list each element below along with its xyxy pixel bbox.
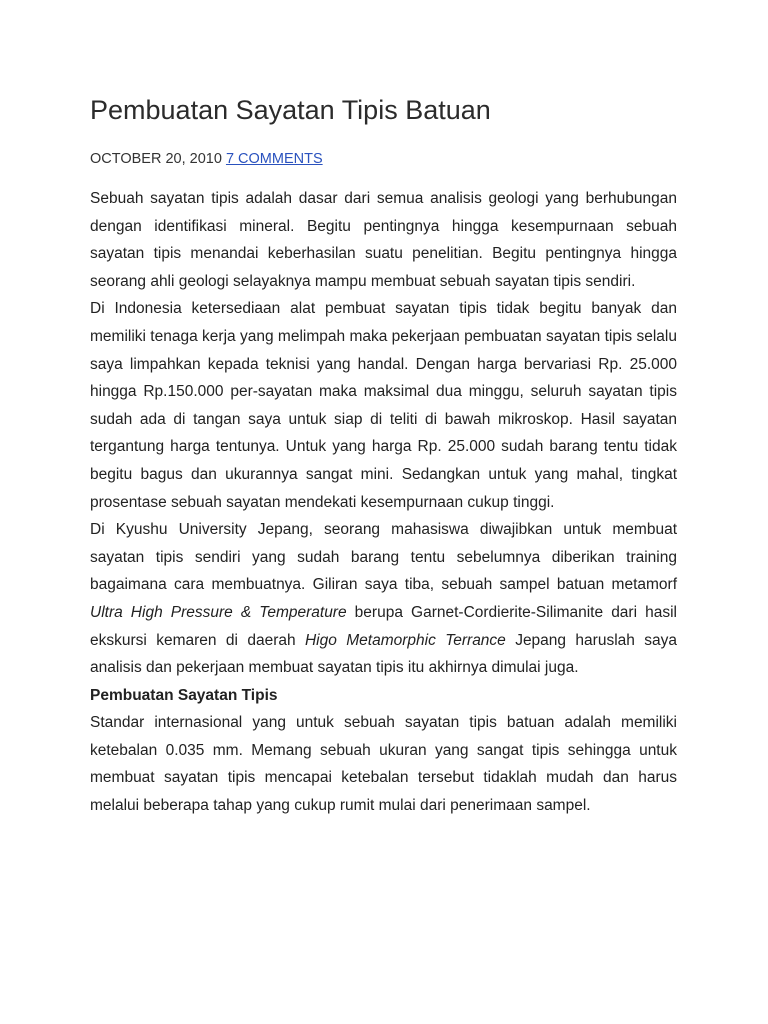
paragraph-kyushu-text-1: Di Kyushu University Jepang, seorang mahasiswa diwajibkan untuk membuat sayatan tipis sendiri yang sudah barang tentu sebelumnya diberikan training bagaimana cara membuatnya. Giliran saya tiba, sebuah sampel batuan metamorf: [90, 521, 677, 594]
paragraph-kyushu-text-2: berupa Garnet-Cordierite-Silimanite dari hasil ekskursi kemaren di daerah: [90, 603, 677, 649]
section-subheading: Pembuatan Sayatan Tipis: [90, 686, 278, 704]
paragraph-kyushu-italic-1: Ultra High Pressure & Temperature: [90, 603, 347, 621]
paragraph-intro: Sebuah sayatan tipis adalah dasar dari semua analisis geologi yang berhubungan dengan identifikasi mineral. Begitu pentingnya hingga kesempurnaan sebuah sayatan tipis menandai keberhasilan suatu penelitian. Begitu pentingnya hingga seorang ahli geologi selayaknya mampu membuat sebuah sayatan tipis sendiri.: [90, 190, 677, 290]
article-meta: [90, 149, 323, 169]
post-date: OCTOBER 20, 2010: [90, 151, 222, 167]
article-title: Pembuatan Sayatan Tipis Batuan: [90, 95, 491, 125]
paragraph-indonesia: Di Indonesia ketersediaan alat pembuat sayatan tipis tidak begitu banyak dan memiliki tenaga kerja yang melimpah maka pekerjaan pembuatan sayatan tipis selalu saya limpahkan kepada teknisi yang handal. Dengan harga bervariasi Rp. 25.000 hingga Rp.150.000 per-sayatan maka maksimal dua minggu, seluruh sayatan tipis sudah ada di tangan saya untuk siap di teliti di bawah mikroskop. Hasil sayatan tergantung harga tentunya. Untuk yang harga Rp. 25.000 sudah barang tentu tidak begitu bagus dan ukurannya sangat mini. Sedangkan untuk yang mahal, tingkat prosentase sebuah sayatan mendekati kesempurnaan cukup tinggi.: [90, 300, 677, 511]
comments-link[interactable]: 7 COMMENTS: [225, 151, 323, 167]
article-body: [90, 185, 677, 820]
paragraph-standard: Standar internasional yang untuk sebuah sayatan tipis batuan adalah memiliki ketebalan 0.035 mm. Memang sebuah ukuran yang sangat tipis sehingga untuk membuat sayatan tipis mencapai ketebalan tersebut tidaklah mudah dan harus melalui beberapa tahap yang cukup rumit mulai dari penerimaan sampel.: [90, 714, 677, 815]
paragraph-kyushu: [90, 516, 677, 682]
paragraph-kyushu-italic-2: Higo Metamorphic Terrance: [304, 631, 506, 649]
paragraph-kyushu-text-3: Jepang haruslah saya analisis dan pekerjaan membuat sayatan tipis itu akhirnya dimulai juga.: [90, 631, 677, 677]
